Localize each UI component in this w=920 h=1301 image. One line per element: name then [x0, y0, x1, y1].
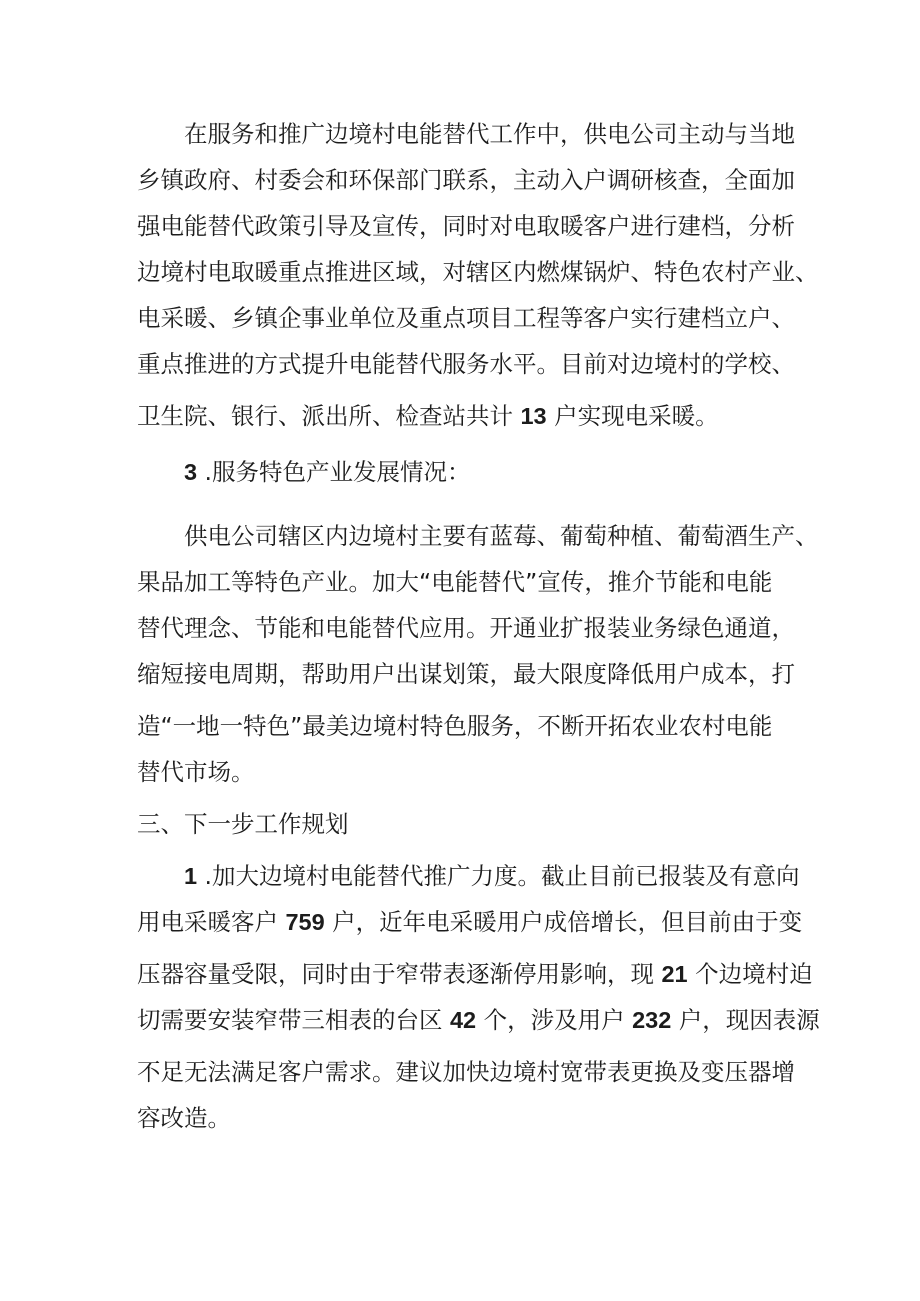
- line-text: .加大边境村电能替代推广力度。截止目前已报装及有意向: [197, 862, 800, 890]
- line-text: 户，近年电采暖用户成倍增长，但目前由于变: [324, 908, 803, 936]
- paragraph-line: 供电公司辖区内边境村主要有蓝莓、葡萄种植、葡萄酒生产、: [184, 522, 819, 550]
- paragraph-line: [137, 899, 802, 945]
- item-number: 1: [184, 863, 198, 889]
- number-value: 42: [449, 1007, 477, 1033]
- line-text: 户，现因表源: [671, 1006, 820, 1034]
- paragraph-line: 果品加工等特色产业。加大“电能替代”宣传，推介节能和电能: [137, 568, 773, 596]
- paragraph-line: 缩短接电周期，帮助用户出谋划策，最大限度降低用户成本，打: [137, 660, 795, 688]
- paragraph-line: 乡镇政府、村委会和环保部门联系，主动入户调研核查，全面加: [137, 166, 795, 194]
- section-heading: [184, 449, 471, 495]
- line-text: 卫生院、银行、派出所、检查站共计: [137, 402, 521, 430]
- paragraph-line: 替代市场。: [137, 758, 255, 786]
- paragraph-line: 在服务和推广边境村电能替代工作中，供电公司主动与当地: [184, 120, 795, 148]
- paragraph-line: 不足无法满足客户需求。建议加快边境村宽带表更换及变压器增: [137, 1058, 795, 1086]
- line-text: 用电采暖客户: [137, 908, 286, 936]
- line-text: 户实现电采暖。: [546, 402, 719, 430]
- paragraph-line: 强电能替代政策引导及宣传，同时对电取暖客户进行建档，分析: [137, 212, 795, 240]
- number-value: 21: [661, 961, 688, 987]
- line-text: 个，涉及用户: [476, 1006, 633, 1034]
- number-value: 232: [632, 1007, 672, 1033]
- number-value: 13: [520, 403, 547, 429]
- line-text: 个边境村迫: [687, 960, 813, 988]
- heading-number: 3: [184, 459, 198, 485]
- section-title: 三、下一步工作规划: [137, 810, 349, 838]
- paragraph-line: [137, 997, 820, 1043]
- paragraph-line: [137, 393, 719, 439]
- paragraph-line: [137, 951, 813, 997]
- heading-text: .服务特色产业发展情况：: [197, 458, 471, 486]
- paragraph-line: [184, 853, 800, 899]
- line-text: 压器容量受限，同时由于窄带表逐渐停用影响，现: [137, 960, 662, 988]
- line-text: 切需要安装窄带三相表的台区: [137, 1006, 450, 1034]
- paragraph-line: 电采暖、乡镇企事业单位及重点项目工程等客户实行建档立户、: [137, 304, 795, 332]
- paragraph-line: 边境村电取暖重点推进区域，对辖区内燃煤锅炉、特色农村产业、: [137, 258, 819, 286]
- paragraph-line: 重点推进的方式提升电能替代服务水平。目前对边境村的学校、: [137, 350, 795, 378]
- paragraph-line: 造“一地一特色”最美边境村特色服务，不断开拓农业农村电能: [137, 712, 773, 740]
- paragraph-line: 替代理念、节能和电能替代应用。开通业扩报装业务绿色通道，: [137, 614, 795, 642]
- paragraph-line: 容改造。: [137, 1104, 231, 1132]
- number-value: 759: [285, 909, 325, 935]
